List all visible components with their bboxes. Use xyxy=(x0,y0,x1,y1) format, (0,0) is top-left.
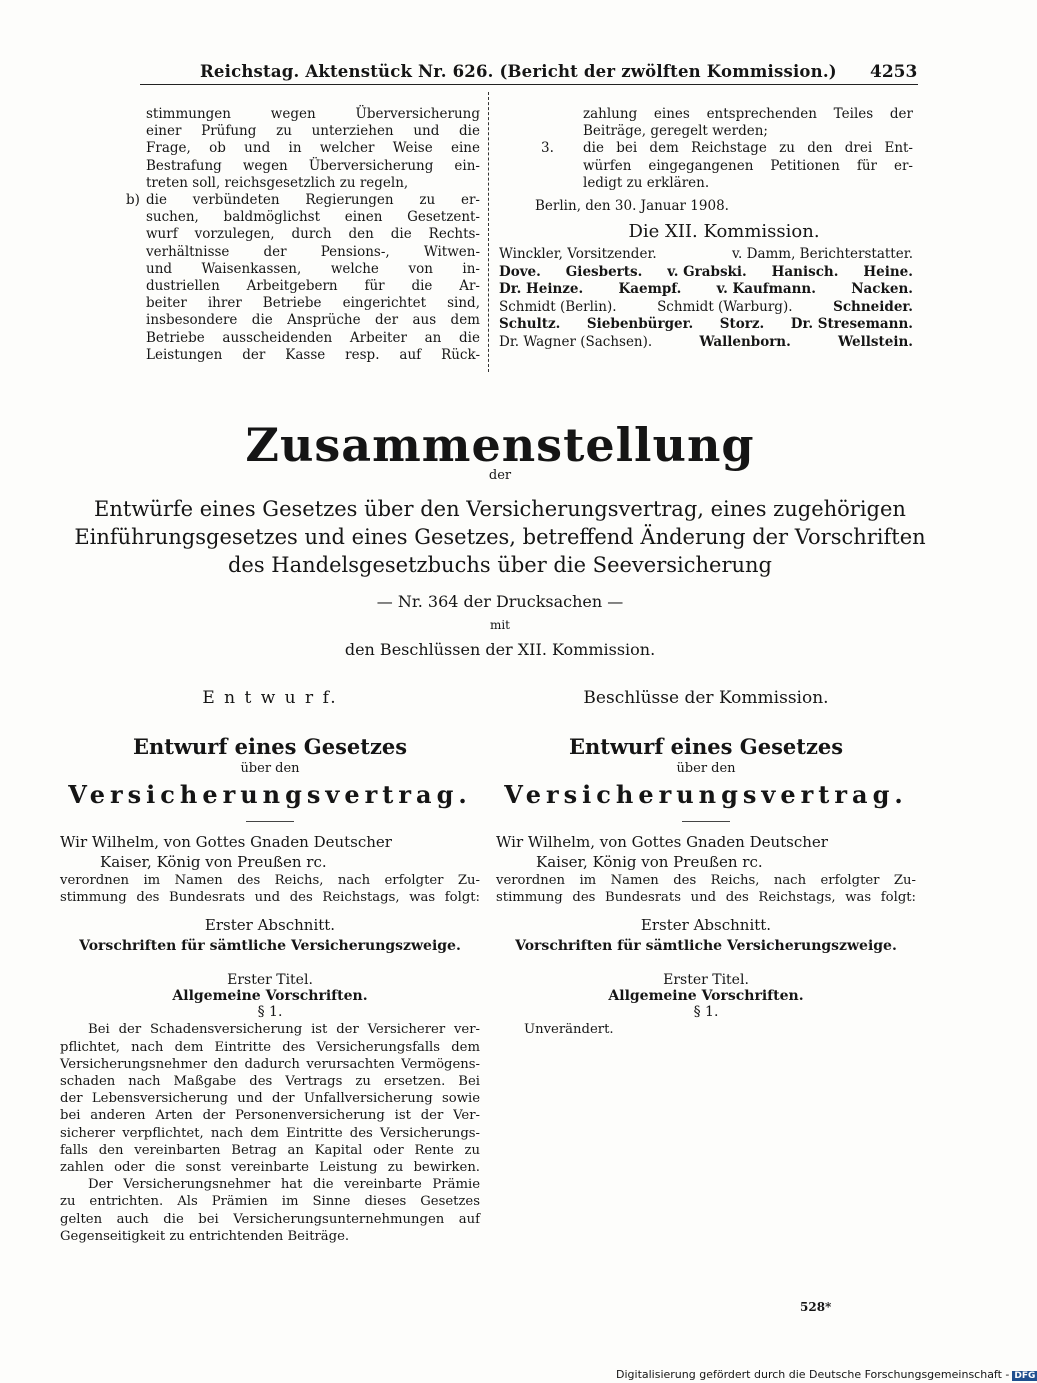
signature-row xyxy=(499,264,913,282)
signature: Winckler, Vorsitzender. xyxy=(499,246,657,263)
text-line: Beiträge, geregelt werden; xyxy=(583,123,768,140)
signature: Dr. Wagner (Sachsen). xyxy=(499,333,653,350)
text-line: treten soll, reichsgesetzlich zu regeln, xyxy=(146,174,409,191)
abschnitt-title: Vorschriften für sämtliche Versicherungszweige. xyxy=(515,938,897,955)
drucksachen-line: — Nr. 364 der Drucksachen — xyxy=(376,592,624,611)
signature-row xyxy=(499,334,913,352)
text-line: Bei der Schadensversicherung ist der Versicherer ver- xyxy=(88,1022,480,1038)
sheet-number: 528* xyxy=(800,1300,832,1314)
signature: Schultz. xyxy=(499,316,561,333)
preamble-line: verordnen im Namen des Reichs, nach erfolgter Zu- xyxy=(496,873,916,888)
column-divider xyxy=(488,92,489,372)
signature: v. Damm, Berichterstatter. xyxy=(732,246,913,263)
preamble-line: Wir Wilhelm, von Gottes Gnaden Deutscher xyxy=(496,833,828,851)
text-line: Bestrafung wegen Überversicherung ein- xyxy=(146,157,480,174)
subtitle-line: Entwürfe eines Gesetzes über den Versicherungsvertrag, eines zugehörigen xyxy=(94,497,906,521)
top-right-column xyxy=(499,106,913,351)
footer xyxy=(616,1368,1037,1381)
vv-title: Versicherungsvertrag. xyxy=(68,780,472,809)
ueber-den: über den xyxy=(676,761,736,776)
signature: Nacken. xyxy=(851,281,913,298)
text-line: Versicherungsnehmer den dadurch verursachten Vermögens- xyxy=(60,1056,480,1072)
signature: Schmidt (Warburg). xyxy=(657,298,793,315)
text-line: falls den vereinbarten Betrag an Kapital oder Rente zu xyxy=(60,1142,480,1158)
footer-text: Digitalisierung gefördert durch die Deutsche Forschungsgemeinschaft - xyxy=(616,1368,1010,1381)
dfg-logo: DFG xyxy=(1014,1371,1036,1381)
beschluesse-column xyxy=(496,688,916,1039)
law-title: Entwurf eines Gesetzes xyxy=(568,734,844,759)
header-title: Reichstag. Aktenstück Nr. 626. (Bericht der zwölften Kommission.) xyxy=(200,62,837,81)
abschnitt: Erster Abschnitt. xyxy=(204,916,336,935)
subtitle-line: Einführungsgesetzes und eines Gesetzes, betreffend Änderung der Vorschriften xyxy=(74,525,926,549)
signature-block xyxy=(499,246,913,351)
main-title: Zusammenstellung xyxy=(245,418,755,472)
signature: Wellstein. xyxy=(838,333,913,350)
text-line: beiter ihrer Betriebe eingerichtet sind, xyxy=(146,295,480,312)
beschluessen-line: den Beschlüssen der XII. Kommission. xyxy=(344,640,656,659)
signature: Dove. xyxy=(499,263,541,280)
der-line: der xyxy=(488,468,512,483)
preamble-line: Kaiser, König von Preußen rc. xyxy=(100,853,327,871)
signature-row xyxy=(499,316,913,334)
signature: Hanisch. xyxy=(771,263,839,280)
titel-name: Allgemeine Vorschriften. xyxy=(172,988,368,1005)
preamble-line: stimmung des Bundesrats und des Reichstags, was folgt: xyxy=(496,890,916,906)
signature: Dr. Stresemann. xyxy=(790,316,913,333)
list-marker-3: 3. xyxy=(541,140,554,157)
signature: Storz. xyxy=(719,316,765,333)
preamble-line: stimmung des Bundesrats und des Reichstags, was folgt: xyxy=(60,890,480,906)
text-line: und Waisenkassen, welche von in- xyxy=(146,260,480,277)
titel: Erster Titel. xyxy=(227,972,313,989)
preamble-line: Kaiser, König von Preußen rc. xyxy=(536,853,763,871)
text-line: stimmungen wegen Überversicherung xyxy=(146,106,480,122)
text-line: sicherer verpflichtet, nach dem Eintritte des Versicherungs- xyxy=(60,1125,480,1141)
text-line: Betriebe ausscheidenden Arbeiter an die xyxy=(146,329,480,346)
text-line: Der Versicherungsnehmer hat die vereinbarte Prämie xyxy=(88,1177,480,1193)
entwurf-column xyxy=(60,688,480,1245)
column-heading: Beschlüsse der Kommission. xyxy=(583,688,829,708)
text-line: zahlung eines entsprechenden Teiles der xyxy=(583,106,913,122)
text-line: Frage, ob und in welcher Weise eine xyxy=(146,140,480,157)
unveraendert: Unverändert. xyxy=(524,1022,614,1038)
signature-row xyxy=(499,299,913,317)
abschnitt-title: Vorschriften für sämtliche Versicherungszweige. xyxy=(79,938,461,955)
signature: Schneider. xyxy=(833,298,913,315)
ueber-den: über den xyxy=(240,761,300,776)
paragraph-number: § 1. xyxy=(257,1004,283,1021)
signature: Dr. Heinze. xyxy=(499,281,584,298)
text-line: dustriellen Arbeitgebern für die Ar- xyxy=(146,278,480,295)
vv-title: Versicherungsvertrag. xyxy=(504,780,908,809)
signature: Giesberts. xyxy=(565,263,643,280)
signature: v. Grabski. xyxy=(667,263,747,280)
header-rule xyxy=(140,84,918,85)
page-number: 4253 xyxy=(870,62,918,82)
paragraph-number: § 1. xyxy=(693,1004,719,1021)
date-line: Berlin, den 30. Januar 1908. xyxy=(535,198,729,215)
column-heading: E n t w u r f. xyxy=(202,688,338,708)
text-line: der Lebensversicherung und der Unfallversicherung sowie xyxy=(60,1091,480,1107)
preamble-line: verordnen im Namen des Reichs, nach erfolgter Zu- xyxy=(60,873,480,888)
text-line: insbesondere die Ansprüche der aus dem xyxy=(146,312,480,329)
text-line: bei anderen Arten der Personenversicherung ist der Ver- xyxy=(60,1108,480,1124)
text-line: pflichtet, nach dem Eintritte des Versicherungsfalls dem xyxy=(60,1039,480,1055)
text-line: zu entrichten. Als Prämien im Sinne dieses Gesetzes xyxy=(60,1194,480,1210)
text-line: gelten auch die bei Versicherungsunternehmungen auf xyxy=(60,1211,480,1227)
text-line: einer Prüfung zu unterziehen und die xyxy=(146,123,480,140)
mit-line: mit xyxy=(489,618,511,632)
text-line: verhältnisse der Pensions-, Witwen- xyxy=(146,243,480,260)
text-line: suchen, baldmöglichst einen Gesetzent- xyxy=(146,209,480,226)
text-line: schaden nach Maßgabe des Vertrags zu ersetzen. Bei xyxy=(60,1074,480,1090)
text-line: wurf vorzulegen, durch den die Rechts- xyxy=(146,226,480,243)
signature: Schmidt (Berlin). xyxy=(499,298,617,315)
small-rule xyxy=(246,821,294,822)
text-line: die bei dem Reichstage zu den drei Ent- xyxy=(583,140,913,157)
signature: Wallenborn. xyxy=(699,333,791,350)
subtitle-line: des Handelsgesetzbuchs über die Seeversicherung xyxy=(227,553,772,577)
signature: Kaempf. xyxy=(618,281,682,298)
signature-row xyxy=(499,246,913,264)
text-line: Leistungen der Kasse resp. auf Rück- xyxy=(146,346,480,363)
signature: Heine. xyxy=(863,263,913,280)
small-rule xyxy=(682,821,730,822)
signature-row xyxy=(499,281,913,299)
abschnitt: Erster Abschnitt. xyxy=(640,916,772,935)
signature: Siebenbürger. xyxy=(586,316,694,333)
law-title: Entwurf eines Gesetzes xyxy=(132,734,408,759)
text-line: zahlen oder die sonst vereinbarte Leistung zu bewirken. xyxy=(60,1160,480,1176)
titel-name: Allgemeine Vorschriften. xyxy=(608,988,804,1005)
page-header xyxy=(0,62,1000,86)
text-line: ledigt zu erklären. xyxy=(583,174,710,191)
preamble-line: Wir Wilhelm, von Gottes Gnaden Deutscher xyxy=(60,833,392,851)
text-line: die verbündeten Regierungen zu er- xyxy=(146,192,480,209)
text-line: Gegenseitigkeit zu entrichtenden Beiträge. xyxy=(60,1228,350,1244)
list-marker-b: b) xyxy=(126,192,140,209)
signature: v. Kaufmann. xyxy=(716,281,816,298)
text-line: würfen eingegangenen Petitionen für er- xyxy=(583,157,913,174)
titel: Erster Titel. xyxy=(663,972,749,989)
commission-name: Die XII. Kommission. xyxy=(628,221,820,243)
top-left-column xyxy=(122,106,480,364)
